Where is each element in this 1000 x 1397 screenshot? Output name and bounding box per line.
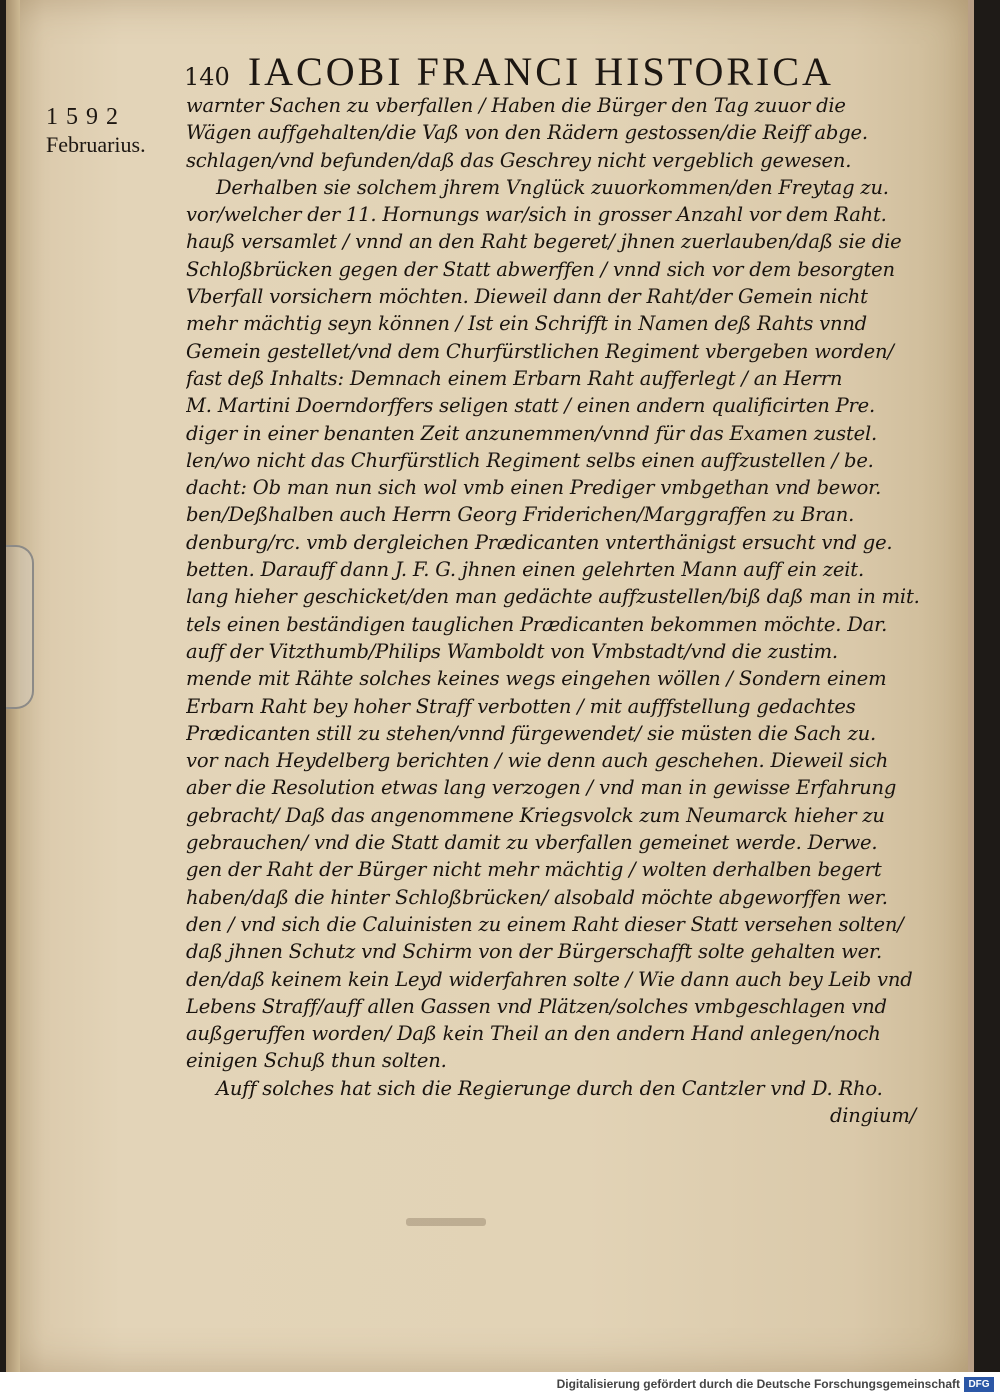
ink-smudge bbox=[406, 1218, 486, 1226]
text-line: gebrauchen/ vnd die Statt damit zu vberfallen gemeinet werde. Derwe. bbox=[186, 833, 878, 855]
text-line: schlagen/vnd befunden/daß das Geschrey nicht vergeblich gewesen. bbox=[186, 150, 852, 172]
text-line: aber die Resolution etwas lang verzogen / vnd man in gewisse Erfahrung bbox=[186, 778, 897, 800]
page-clip bbox=[6, 545, 34, 709]
text-line: hauß versamlet / vnnd an den Raht begeret/ jhnen zuerlauben/daß sie die bbox=[186, 232, 902, 254]
text-line: diger in einer benanten Zeit anzunemmen/vnnd für das Examen zustel. bbox=[186, 423, 877, 445]
text-line: ben/Deßhalben auch Herrn Georg Friderichen/Marggraffen zu Bran. bbox=[186, 505, 855, 527]
text-line: len/wo nicht das Churfürstlich Regiment selbs einen auffzustellen / be. bbox=[186, 450, 874, 472]
text-line: auff der Vitzthumb/Philips Wamboldt von Vmbstadt/vnd die zustim. bbox=[186, 641, 838, 663]
text-line: warnter Sachen zu vberfallen / Haben die Bürger den Tag zuuor die bbox=[186, 96, 846, 117]
text-line: M. Martini Doerndorffers seligen statt / einen andern qualificirten Pre. bbox=[186, 396, 875, 418]
margin-month: Februarius. bbox=[46, 132, 146, 157]
text-line: Wägen auffgehalten/die Vaß von den Rädern gestossen/die Reiff abge. bbox=[186, 123, 868, 145]
text-line: gen der Raht der Bürger nicht mehr mächtig / wolten derhalben begert bbox=[186, 860, 882, 882]
text-line: Vberfall vorsichern möchten. Dieweil dann der Raht/der Gemein nicht bbox=[186, 287, 868, 309]
page-header bbox=[184, 48, 864, 96]
text-line: einigen Schuß thun solten. bbox=[186, 1051, 447, 1073]
page-number: 140 bbox=[184, 63, 230, 91]
text-line: Prædicanten still zu stehen/vnnd fürgewendet/ sie müsten die Sach zu. bbox=[186, 723, 876, 745]
dfg-logo: DFG bbox=[964, 1377, 994, 1392]
text-line: dacht: Ob man nun sich wol vmb einen Prediger vmbgethan vnd bewor. bbox=[186, 478, 882, 500]
text-line: Derhalben sie solchem jhrem Vnglück zuuorkommen/den Freytag zu. bbox=[216, 177, 889, 199]
text-line: denburg/rc. vmb dergleichen Prædicanten vnterthänigst ersucht vnd ge. bbox=[186, 532, 893, 554]
text-line: Erbarn Raht bey hoher Straff verbotten / mit aufffstellung gedachtes bbox=[186, 696, 856, 718]
text-line: haben/daß die hinter Schloßbrücken/ alsobald möchte abgeworffen wer. bbox=[186, 887, 888, 909]
footer-credit: Digitalisierung gefördert durch die Deutsche Forschungsgemeinschaft bbox=[556, 1377, 960, 1391]
margin-year: 1592 bbox=[46, 104, 126, 130]
text-line: vor/welcher der 11. Hornungs war/sich in grosser Anzahl vor dem Raht. bbox=[186, 205, 887, 227]
text-line: mehr mächtig seyn können / Ist ein Schrifft in Namen deß Rahts vnnd bbox=[186, 314, 867, 336]
footer-bar bbox=[0, 1372, 1000, 1397]
text-line: außgeruffen worden/ Daß kein Theil an den andern Hand anlegen/noch bbox=[186, 1024, 881, 1046]
text-line: Auff solches hat sich die Regierunge durch den Cantzler vnd D. Rho. bbox=[216, 1078, 883, 1100]
text-line: den / vnd sich die Caluinisten zu einem Raht dieser Statt versehen solten/ bbox=[186, 914, 904, 936]
text-line: den/daß keinem kein Leyd widerfahren solte / Wie dann auch bey Leib vnd bbox=[186, 969, 913, 991]
body-text bbox=[186, 96, 936, 1133]
text-line: Schloßbrücken gegen der Statt abwerffen / vnnd sich vor dem besorgten bbox=[186, 259, 895, 281]
running-title: IACOBI FRANCI HISTORICA bbox=[247, 49, 834, 94]
text-line: tels einen beständigen tauglichen Prædicanten bekommen möchte. Dar. bbox=[186, 614, 888, 636]
text-line: lang hieher geschicket/den man gedächte auffzustellen/biß daß man in mit. bbox=[186, 587, 920, 609]
book-page bbox=[6, 0, 974, 1372]
text-line: daß jhnen Schutz vnd Schirm von der Bürgerschafft solte gehalten wer. bbox=[186, 942, 882, 964]
text-line: Gemein gestellet/vnd dem Churfürstlichen Regiment vbergeben worden/ bbox=[186, 341, 894, 363]
text-line: fast deß Inhalts: Demnach einem Erbarn Raht aufferlegt / an Herrn bbox=[186, 368, 843, 390]
text-line: betten. Darauff dann J. F. G. jhnen einen gelehrten Mann auff ein zeit. bbox=[186, 560, 864, 582]
text-line: vor nach Heydelberg berichten / wie denn auch geschehen. Dieweil sich bbox=[186, 751, 889, 773]
text-line: Lebens Straff/auff allen Gassen vnd Plätzen/solches vmbgeschlagen vnd bbox=[186, 996, 887, 1018]
text-line: mende mit Rähte solches keines wegs eingehen wöllen / Sondern einem bbox=[186, 669, 887, 691]
text-line: dingium/ bbox=[829, 1105, 916, 1127]
text-line: gebracht/ Daß das angenommene Kriegsvolck zum Neumarck hieher zu bbox=[186, 805, 885, 827]
